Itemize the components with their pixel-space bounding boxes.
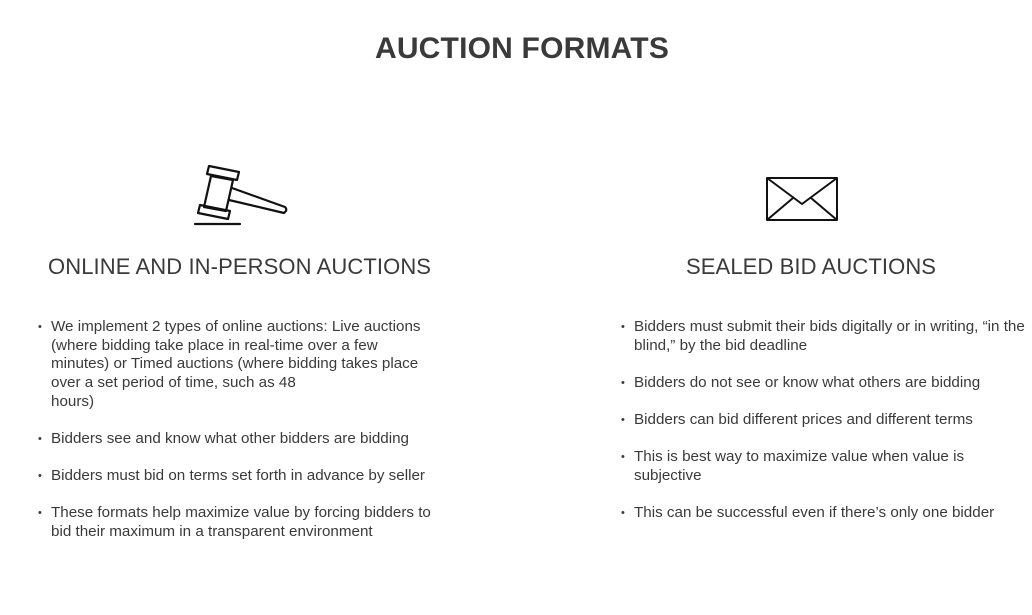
list-item <box>36 318 448 412</box>
bullet-text: • Bidders can bid different prices and different terms <box>634 411 973 429</box>
list-item <box>36 504 448 541</box>
bullet-text: • Bidders do not see or know what others are bidding <box>634 373 981 391</box>
page-title: AUCTION FORMATS <box>374 32 670 65</box>
list-item <box>619 374 1029 393</box>
envelope-icon <box>765 176 840 222</box>
online-auctions-list <box>36 318 448 560</box>
bullet-text: • This can be successful even if there’s only one bidder <box>634 504 995 522</box>
list-item <box>619 411 1029 430</box>
list-item <box>619 504 1029 523</box>
bullet-text: • Bidders must submit their bids digitally or in writing, “in the blind,” by the bid deadline <box>634 318 1025 354</box>
bullet-text: • These formats help maximize value by forcing bidders to bid their maximum in a transparent environment <box>51 504 431 541</box>
bullet-text: • Bidders must bid on terms set forth in advance by seller <box>51 467 425 485</box>
sealed-bid-heading: SEALED BID AUCTIONS <box>686 254 937 279</box>
bullet-text: • We implement 2 types of online auctions: Live auctions (where bidding take place in real-time over a few minutes) or Timed auctions (where bidding takes place over a set period of time, such as 48 hours) <box>51 318 421 410</box>
bullet-text: • This is best way to maximize value when value is subjective <box>634 448 965 485</box>
list-item <box>619 318 1029 355</box>
gavel-icon <box>192 163 292 229</box>
online-auctions-heading: ONLINE AND IN-PERSON AUCTIONS <box>48 254 432 279</box>
list-item <box>36 467 448 486</box>
list-item <box>36 430 448 449</box>
bullet-text: • Bidders see and know what other bidders are bidding <box>51 430 409 448</box>
list-item <box>619 448 1029 485</box>
sealed-bid-list <box>619 318 1029 541</box>
